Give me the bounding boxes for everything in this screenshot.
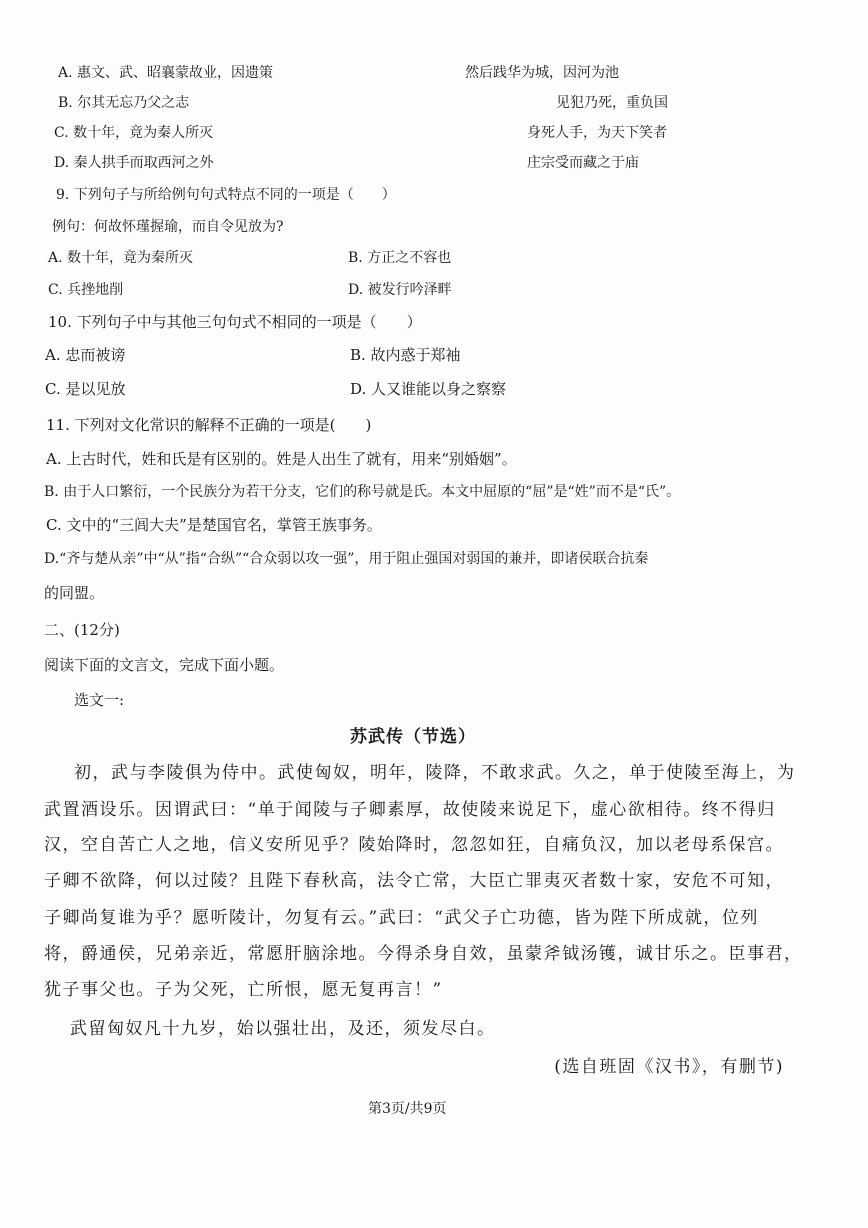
- q11-option-c: C. 文中的“三闾大夫”是楚国官名，掌管王族事务。: [46, 516, 382, 534]
- passage-line: 汉，空自苦亡人之地，信义安所见乎？陵始降时，忽忽如狂，自痛负汉，加以老母系保宫。: [44, 835, 784, 855]
- passage-title: 苏武传（节选）: [350, 727, 476, 747]
- passage-paragraph-2: 武留匈奴凡十九岁，始以强壮出，及还，须发尽白。: [70, 1019, 496, 1039]
- passage-line: 初，武与李陵俱为侍中。武使匈奴，明年，陵降，不敢求武。久之，单于使陵至海上，为: [74, 763, 796, 783]
- q8-option-b-right: 见犯乃死，重负国: [556, 95, 668, 111]
- passage-source: (选自班固《汉书》，有删节): [554, 1057, 784, 1077]
- q11-option-a: A. 上古时代，姓和氏是有区别的。姓是人出生了就有，用来“别婚姻”。: [46, 450, 517, 468]
- q10-stem: 10. 下列句子中与其他三句句式不相同的一项是（ ）: [48, 313, 422, 331]
- q10-option-b: B. 故内惑于郑袖: [350, 346, 461, 364]
- q8-option-b-left: B. 尔其无忘乃父之志: [58, 95, 190, 111]
- q8-option-c-left: C. 数十年，竟为秦人所灭: [54, 125, 214, 141]
- q9-option-c: C. 兵挫地削: [48, 282, 124, 298]
- passage-label: 选文一:: [74, 691, 125, 709]
- q10-option-d: D. 人又谁能以身之察察: [350, 380, 507, 398]
- section-instruction: 阅读下面的文言文，完成下面小题。: [44, 656, 285, 674]
- q11-option-d-line1: D.“齐与楚从亲”中“从”指“合纵”“合众弱以攻一强”，用于阻止强国对弱国的兼并，即诸侯联合抗秦: [44, 551, 649, 567]
- q11-option-b: B. 由于人口繁衍，一个民族分为若干分支，它们的称号就是氏。本文中屈原的“屈”是“姓”而不是“氏”。: [44, 484, 681, 500]
- passage-line: 子卿不欲降，何以过陵？且陛下春秋高，法令亡常，大臣亡罪夷灭者数十家，安危不可知，: [44, 871, 784, 891]
- q8-option-d-right: 庄宗受而藏之于庙: [527, 155, 639, 171]
- passage-line: 犹子事父也。子为父死，亡所恨，愿无复再言！”: [44, 980, 443, 1000]
- q9-option-d: D. 被发行吟泽畔: [348, 282, 452, 298]
- passage-line: 武置酒设乐。因谓武曰：“单于闻陵与子卿素厚，故使陵来说足下，虚心欲相待。终不得归: [44, 800, 776, 820]
- q8-option-a-right: 然后践华为城，因河为池: [465, 65, 619, 81]
- q11-option-d-line2: 的同盟。: [44, 584, 105, 602]
- q10-option-a: A. 忠而被谤: [45, 346, 126, 364]
- passage-line: 将，爵通侯，兄弟亲近，常愿肝脑涂地。今得杀身自效，虽蒙斧钺汤镬，诚甘乐之。臣事君，: [44, 944, 803, 964]
- q9-stem: 9. 下列句子与所给例句句式特点不同的一项是（ ）: [56, 187, 396, 203]
- q9-option-a: A. 数十年，竟为秦所灭: [48, 250, 194, 266]
- q10-option-c: C. 是以见放: [45, 380, 126, 398]
- passage-line: 子卿尚复谁为乎？愿听陵计，勿复有云。”武曰：“武父子亡功德，皆为陛下所成就，位列: [44, 908, 759, 928]
- section-heading: 二、(12分): [44, 621, 120, 639]
- q8-option-d-left: D. 秦人拱手而取西河之外: [54, 155, 214, 171]
- q8-option-c-right: 身死人手，为天下笑者: [527, 125, 667, 141]
- page-number: 第3页/共9页: [368, 1101, 447, 1117]
- q9-option-b: B. 方正之不容也: [348, 250, 452, 266]
- q9-example: 例句：何故怀瑾握瑜，而自令见放为?: [52, 219, 284, 235]
- q11-stem: 11. 下列对文化常识的解释不正确的一项是( ): [46, 416, 372, 434]
- q8-option-a-left: A. 惠文、武、昭襄蒙故业，因遗策: [58, 65, 274, 81]
